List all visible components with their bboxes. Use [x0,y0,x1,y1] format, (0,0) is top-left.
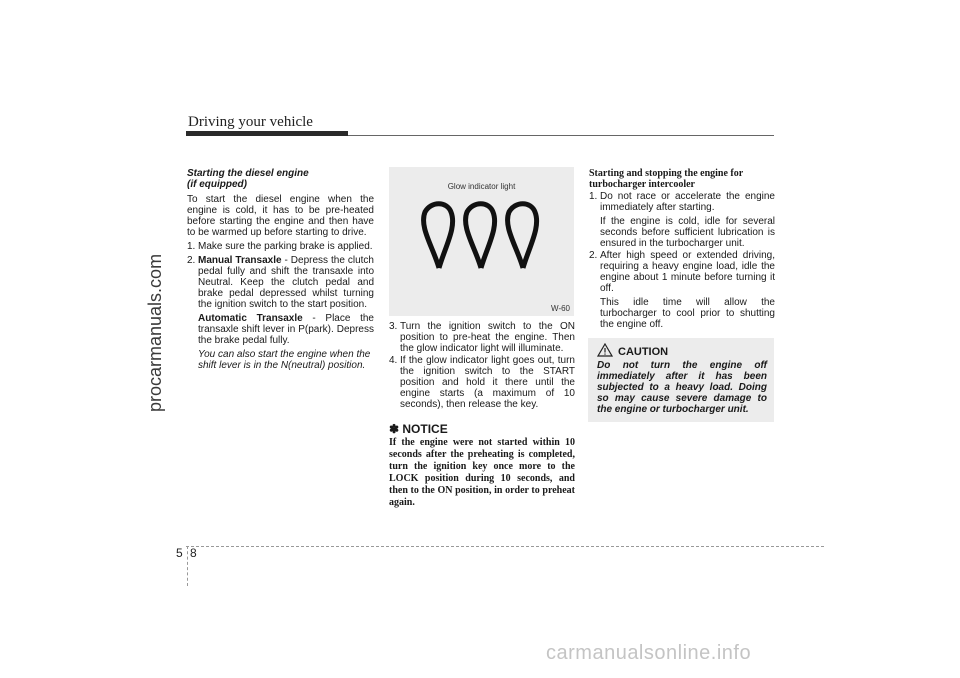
intro-paragraph: To start the diesel engine when the engine is cold, it has to be pre-heated before starting the engine and then have to be warmed up before starting to drive. [187,194,374,238]
figure-glow-indicator [389,167,574,316]
notice-body: If the engine were not started within 10 seconds after the preheating is completed, turn the ignition key once more to the LOCK position during 10 seconds, and then to the ON position, in order to preheat again. [389,437,575,508]
figure-caption: Glow indicator light [447,182,516,191]
step-text: Make sure the parking brake is applied. [198,241,373,252]
step-sub-paragraph: If the engine is cold, idle for several seconds before sufficient lubrication is ensured in the turbocharger unit. [600,216,775,249]
caution-box [588,338,774,422]
left-column [187,168,374,371]
side-watermark-text: procarmanuals.com [145,253,165,412]
step-text [198,255,374,310]
footer-rule [186,546,824,547]
step-number: 4. [389,355,398,366]
warning-triangle-icon [597,343,613,357]
step-number: 2. [187,255,196,266]
step-label: Automatic Transaxle [198,313,303,324]
caution-body: Do not turn the engine off immediately after it has been subjected to a heavy load. Doing so may cause severe damage to the engine or turbocharger unit. [597,360,767,415]
footer-divider [187,546,188,586]
right-column [589,168,775,330]
step-text: Do not race or accelerate the engine immediately after starting. [600,191,775,213]
list-item [589,250,775,294]
step-text: If the glow indicator light goes out, turn the ignition switch to the START position and hold it there until the engine starts (a maximum of 10 seconds), then release the key. [400,355,575,410]
section-heading-sub: (if equipped) [187,179,247,190]
step-number: 1. [187,241,196,252]
middle-column [389,321,575,509]
list-item [187,255,374,310]
list-item [187,241,374,252]
step-body: - Depress the clutch pedal fully and shift the transaxle into Neutral. Keep the clutch pedal and brake pedal depressed whilst turning the ignition switch to the start position. [198,255,374,310]
step-note: You can also start the engine when the shift lever is in the N(neutral) position. [198,349,371,371]
header-bar [186,131,348,136]
step-number: 2. [589,250,598,261]
chapter-number: 5 [176,546,183,560]
step-number: 1. [589,191,598,202]
list-item [589,191,775,213]
list-item [389,355,575,410]
step-number: 3. [389,321,398,332]
caution-title: CAUTION [618,346,669,358]
notice-title: ✽ NOTICE [389,422,448,436]
section-heading: Starting the diesel engine [187,168,309,179]
step-body: - Place the transaxle shift lever in P(park). Depress the brake pedal fully. [198,313,374,346]
step-text: After high speed or extended driving, requiring a heavy engine load, idle the engine about 1 minute before turning it off. [600,250,775,294]
step-label: Manual Transaxle [198,255,282,266]
subsection-heading: Starting and stopping the engine for turbocharger intercooler [589,168,744,190]
step-text: Turn the ignition switch to the ON position to pre-heat the engine. Then the glow indicator light will illuminate. [400,321,575,354]
bottom-watermark: carmanualsonline.info [546,642,752,664]
list-item [389,321,575,354]
figure-code: W-60 [551,304,570,313]
step-paragraph [187,313,374,346]
page-number: 8 [190,546,197,560]
step-sub-paragraph: This idle time will allow the turbocharger to cool prior to shutting the engine off. [600,297,775,330]
glow-indicator-icon [389,167,574,316]
section-title: Driving your vehicle [188,114,313,130]
